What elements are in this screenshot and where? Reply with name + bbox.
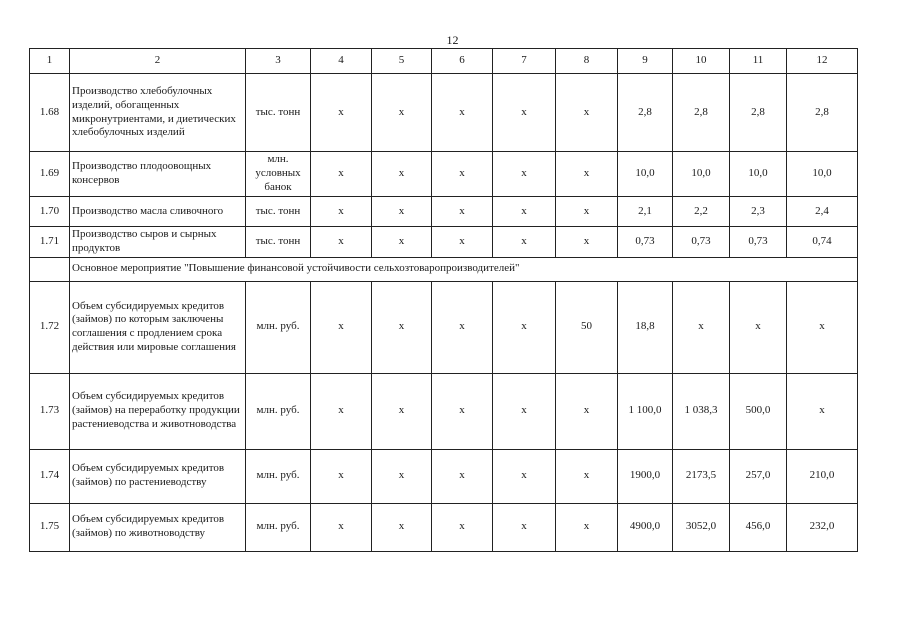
row-value: 10,0	[730, 152, 787, 197]
column-header: 6	[432, 49, 493, 74]
row-indicator-name: Объем субсидируемых кредитов (займов) по животноводству	[70, 503, 246, 551]
row-value: х	[311, 503, 372, 551]
row-value: х	[493, 503, 556, 551]
row-value: 2,8	[730, 74, 787, 152]
row-value: х	[730, 281, 787, 373]
column-header: 9	[618, 49, 673, 74]
row-value: х	[493, 449, 556, 503]
table-body	[30, 49, 858, 552]
row-number: 1.74	[30, 449, 70, 503]
row-unit: млн. руб.	[246, 281, 311, 373]
row-indicator-name: Производство плодоовощных консервов	[70, 152, 246, 197]
row-unit: тыс. тонн	[246, 74, 311, 152]
column-header: 5	[372, 49, 432, 74]
row-value: х	[372, 197, 432, 227]
row-value: х	[556, 449, 618, 503]
row-value: 18,8	[618, 281, 673, 373]
column-header: 3	[246, 49, 311, 74]
row-value: 232,0	[787, 503, 858, 551]
row-value: х	[493, 197, 556, 227]
row-value: 50	[556, 281, 618, 373]
column-header: 11	[730, 49, 787, 74]
data-table	[29, 48, 858, 552]
row-indicator-name: Объем субсидируемых кредитов (займов) по которым заключены соглашения с продлением срока действия или мировые соглашения	[70, 281, 246, 373]
row-value: х	[372, 503, 432, 551]
row-value: х	[432, 227, 493, 258]
row-value: х	[556, 373, 618, 449]
column-header: 1	[30, 49, 70, 74]
row-value: х	[787, 281, 858, 373]
row-indicator-name: Объем субсидируемых кредитов (займов) на переработку продукции растениеводства и животноводства	[70, 373, 246, 449]
section-row	[30, 257, 858, 281]
row-value: 2173,5	[673, 449, 730, 503]
row-value: 2,8	[618, 74, 673, 152]
row-value: 2,8	[673, 74, 730, 152]
row-indicator-name: Производство сыров и сырных продуктов	[70, 227, 246, 258]
row-unit: млн. руб.	[246, 373, 311, 449]
row-number: 1.71	[30, 227, 70, 258]
row-value: х	[372, 373, 432, 449]
column-header: 12	[787, 49, 858, 74]
row-value: 10,0	[618, 152, 673, 197]
row-value: 2,8	[787, 74, 858, 152]
row-number: 1.70	[30, 197, 70, 227]
row-value: 0,73	[618, 227, 673, 258]
row-value: х	[311, 281, 372, 373]
row-value: х	[432, 197, 493, 227]
row-number: 1.73	[30, 373, 70, 449]
row-value: х	[432, 503, 493, 551]
row-value: х	[432, 74, 493, 152]
row-number: 1.75	[30, 503, 70, 551]
row-value: х	[493, 227, 556, 258]
row-value: х	[372, 74, 432, 152]
row-value: х	[556, 227, 618, 258]
row-value: 10,0	[673, 152, 730, 197]
row-value: 2,1	[618, 197, 673, 227]
row-unit: тыс. тонн	[246, 197, 311, 227]
row-indicator-name: Объем субсидируемых кредитов (займов) по растениеводству	[70, 449, 246, 503]
row-value: 4900,0	[618, 503, 673, 551]
row-value: х	[311, 227, 372, 258]
row-value: 10,0	[787, 152, 858, 197]
column-header: 4	[311, 49, 372, 74]
row-value: 257,0	[730, 449, 787, 503]
column-header: 10	[673, 49, 730, 74]
column-header: 7	[493, 49, 556, 74]
table-row	[30, 449, 858, 503]
section-empty-cell	[30, 257, 70, 281]
row-value: 0,74	[787, 227, 858, 258]
table-row	[30, 227, 858, 258]
row-value: х	[673, 281, 730, 373]
row-value: х	[493, 152, 556, 197]
row-unit: млн. условных банок	[246, 152, 311, 197]
row-value: х	[556, 503, 618, 551]
row-value: 2,3	[730, 197, 787, 227]
page-number: 12	[446, 33, 459, 47]
row-value: 456,0	[730, 503, 787, 551]
row-value: 500,0	[730, 373, 787, 449]
row-unit: тыс. тонн	[246, 227, 311, 258]
table-row	[30, 197, 858, 227]
row-value: х	[556, 152, 618, 197]
row-value: 1 100,0	[618, 373, 673, 449]
row-value: х	[311, 152, 372, 197]
row-value: х	[372, 449, 432, 503]
row-value: х	[372, 281, 432, 373]
row-number: 1.69	[30, 152, 70, 197]
row-value: 1 038,3	[673, 373, 730, 449]
row-value: 0,73	[730, 227, 787, 258]
row-value: 3052,0	[673, 503, 730, 551]
row-value: х	[372, 227, 432, 258]
table-row	[30, 503, 858, 551]
row-value: х	[372, 152, 432, 197]
row-value: х	[493, 373, 556, 449]
row-value: х	[493, 281, 556, 373]
table-row	[30, 373, 858, 449]
column-header: 8	[556, 49, 618, 74]
row-value: х	[787, 373, 858, 449]
row-value: 2,4	[787, 197, 858, 227]
row-value: 210,0	[787, 449, 858, 503]
row-number: 1.72	[30, 281, 70, 373]
row-value: х	[432, 281, 493, 373]
row-number: 1.68	[30, 74, 70, 152]
column-header: 2	[70, 49, 246, 74]
row-unit: млн. руб.	[246, 503, 311, 551]
row-value: х	[311, 449, 372, 503]
row-unit: млн. руб.	[246, 449, 311, 503]
row-value: 1900,0	[618, 449, 673, 503]
row-value: х	[493, 74, 556, 152]
row-value: х	[311, 197, 372, 227]
row-value: х	[311, 74, 372, 152]
section-title: Основное мероприятие "Повышение финансовой устойчивости сельхозтоваропроизводителей"	[70, 257, 858, 281]
row-value: 0,73	[673, 227, 730, 258]
row-value: х	[432, 373, 493, 449]
table-row	[30, 74, 858, 152]
row-value: х	[432, 152, 493, 197]
row-value: 2,2	[673, 197, 730, 227]
row-indicator-name: Производство хлебобулочных изделий, обогащенных микронутриентами, и диетических хлебобулочных изделий	[70, 74, 246, 152]
row-value: х	[432, 449, 493, 503]
table-row	[30, 281, 858, 373]
table-header-row	[30, 49, 858, 74]
row-indicator-name: Производство масла сливочного	[70, 197, 246, 227]
row-value: х	[556, 74, 618, 152]
table-row	[30, 152, 858, 197]
row-value: х	[556, 197, 618, 227]
row-value: х	[311, 373, 372, 449]
